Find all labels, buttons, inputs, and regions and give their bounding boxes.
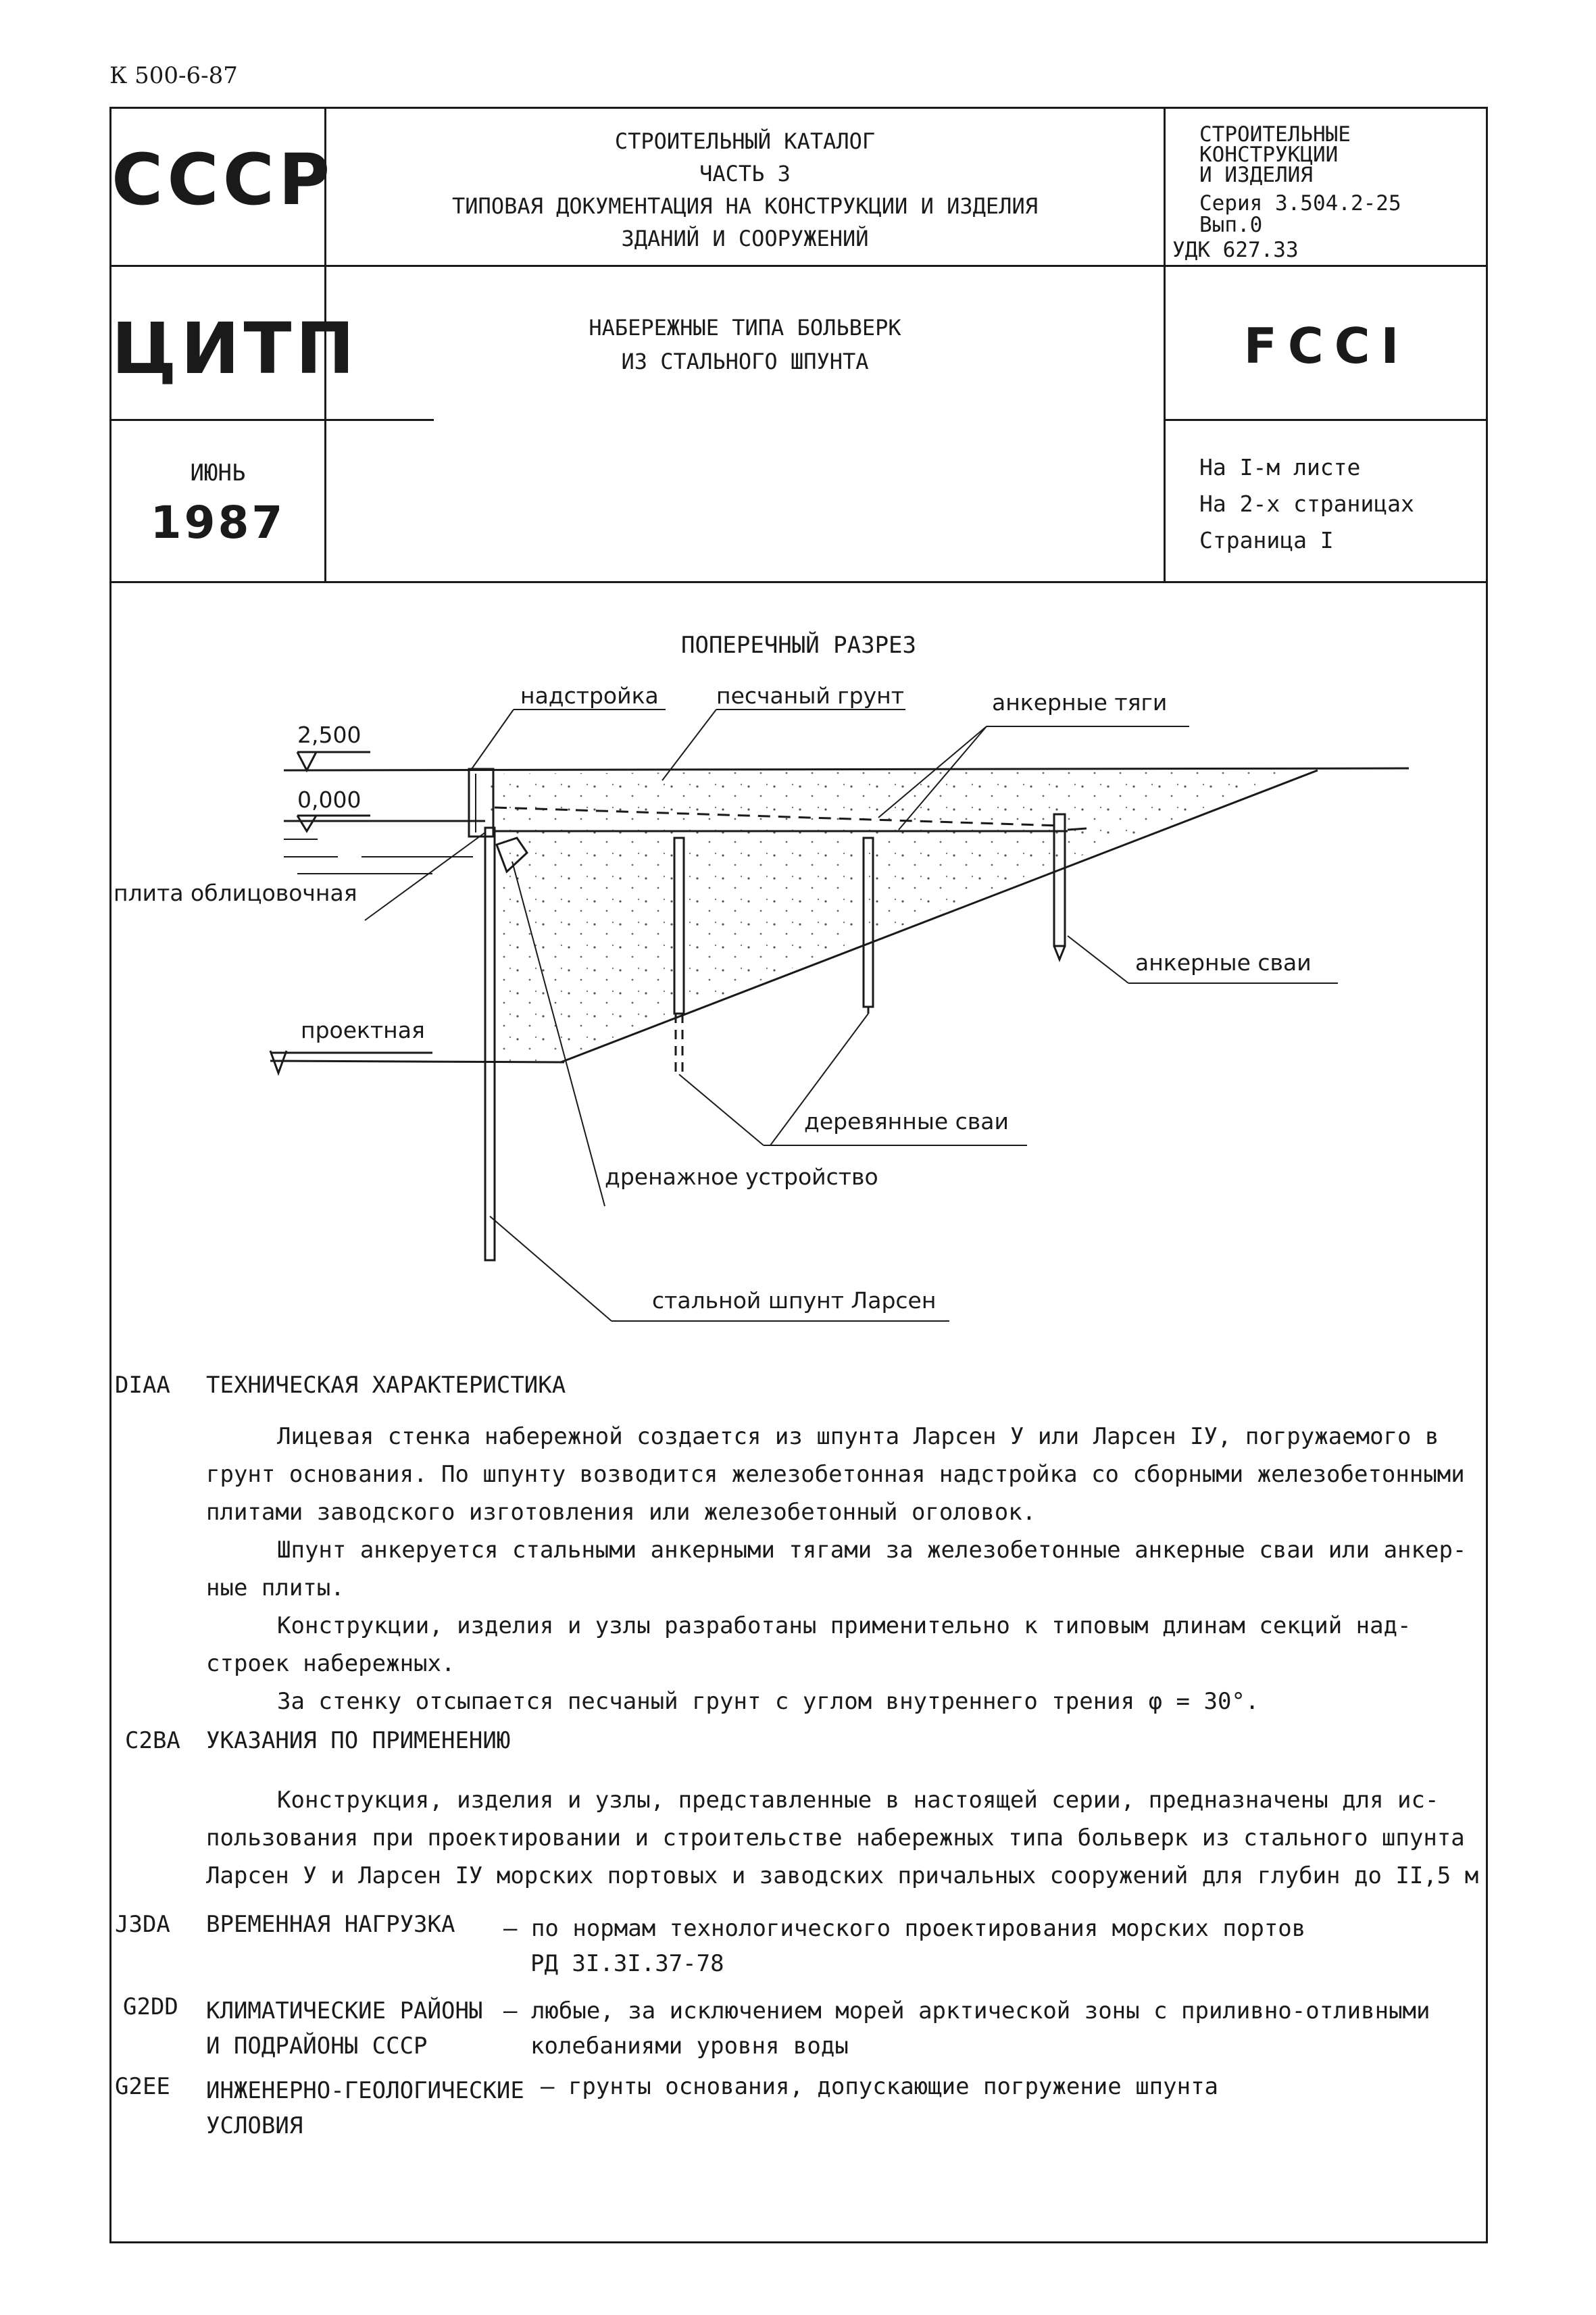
sheet-line: Страница I xyxy=(1199,527,1334,553)
usage-line: Конструкция, изделия и узлы, представленные в настоящей серии, предназначены для ис- xyxy=(277,1787,1439,1814)
geo-title-line: ИНЖЕНЕРНО-ГЕОЛОГИЧЕСКИЕ xyxy=(206,2077,524,2104)
usage-title: УКАЗАНИЯ ПО ПРИМЕНЕНИЮ xyxy=(206,1727,511,1754)
label-anchor-piles: анкерные сваи xyxy=(1135,949,1312,976)
sheet-pile xyxy=(485,828,495,1260)
issue-year: 1987 xyxy=(150,497,286,549)
tech-line: грунт основания. По шпунту возводится железобетонная надстройка со сборными железобетонными xyxy=(206,1461,1465,1488)
sheet-line: На I-м листе xyxy=(1199,454,1361,480)
tech-body xyxy=(206,1418,1483,1720)
tech-line: ные плиты. xyxy=(206,1574,345,1601)
leader-superstructure xyxy=(472,710,514,769)
catalog-line: ЧАСТЬ 3 xyxy=(699,161,791,186)
geo-title xyxy=(206,2073,524,2143)
climate-title-line: И ПОДРАЙОНЫ СССР xyxy=(206,2033,428,2060)
leader-anchor-pile xyxy=(1068,936,1128,983)
geo-body xyxy=(541,2073,1218,2100)
load-code: J3DA xyxy=(115,1911,170,1938)
climate-title-line: КЛИМАТИЧЕСКИЕ РАЙОНЫ xyxy=(206,1997,483,2024)
geo-title-line: УСЛОВИЯ xyxy=(206,2112,303,2139)
label-sand: песчаный грунт xyxy=(716,682,904,709)
tech-line: плитами заводского изготовления или железобетонный оголовок. xyxy=(206,1499,1037,1526)
leader-facing xyxy=(365,832,485,920)
design-bottom-line xyxy=(270,1061,564,1062)
load-body xyxy=(503,1911,1305,1981)
udk: УДК 627.33 xyxy=(1172,238,1299,262)
label-elev-zero: 0,000 xyxy=(297,787,361,813)
load-title: ВРЕМЕННАЯ НАГРУЗКА xyxy=(206,1911,455,1938)
geo-line: – грунты основания, допускающие погружение шпунта xyxy=(541,2073,1219,2100)
issue-month: ИЮНЬ xyxy=(190,459,246,487)
sheet-line: На 2-х страницах xyxy=(1199,491,1414,517)
anchor-pile-tip xyxy=(1054,946,1065,960)
climate-line: колебаниями уровня воды xyxy=(530,2033,849,2060)
climate-code: G2DD xyxy=(123,1993,178,2020)
section-line: Серия 3.504.2-25 xyxy=(1199,191,1401,216)
usage-line: пользования при проектировании и строительстве набережных типа больверк из стального шпунта xyxy=(206,1824,1465,1851)
section-line: СТРОИТЕЛЬНЫЕ xyxy=(1199,122,1351,147)
label-tie-rods: анкерные тяги xyxy=(992,689,1168,716)
leader-sheet-pile xyxy=(490,1216,612,1321)
label-drainage: дренажное устройство xyxy=(605,1164,878,1190)
document-code: К 500-6-87 xyxy=(109,62,238,89)
load-line: – по нормам технологического проектирования морских портов xyxy=(503,1915,1306,1942)
label-sheet-pile: стальной шпунт Ларсен xyxy=(652,1287,937,1314)
tech-line: строек набережных. xyxy=(206,1650,455,1677)
label-elev-top: 2,500 xyxy=(297,722,361,748)
label-wood-piles: деревянные сваи xyxy=(804,1108,1009,1135)
label-superstructure: надстройка xyxy=(520,682,659,709)
climate-line: – любые, за исключением морей арктической зоны с приливно-отливными xyxy=(503,1997,1430,2024)
climate-body xyxy=(503,1993,1430,2064)
tech-line: Лицевая стенка набережной создается из шпунта Ларсен У или Ларсен IУ, погружаемого в xyxy=(277,1423,1439,1450)
classification-code: FCCI xyxy=(1243,318,1410,374)
title-line: НАБЕРЕЖНЫЕ ТИПА БОЛЬВЕРК xyxy=(589,315,901,341)
section-line: И ИЗДЕЛИЯ xyxy=(1199,163,1313,187)
tech-line: Конструкции, изделия и узлы разработаны применительно к типовым длинам секций над- xyxy=(277,1612,1412,1639)
usage-line: Ларсен У и Ларсен IУ морских портовых и заводских причальных сооружений для глубин до II,5 м xyxy=(206,1862,1479,1889)
sand-fill xyxy=(487,769,1304,1061)
elev-zero-triangle xyxy=(297,816,316,831)
org-citp: ЦИТП xyxy=(111,307,359,390)
diagram-title: ПОПЕРЕЧНЫЙ РАЗРЕЗ xyxy=(681,632,916,659)
title-line: ИЗ СТАЛЬНОГО ШПУНТА xyxy=(621,349,869,374)
tie-rod-end xyxy=(1068,828,1087,830)
tech-line: Шпунт анкеруется стальными анкерными тягами за железобетонные анкерные сваи или анкер- xyxy=(277,1537,1467,1564)
usage-body xyxy=(206,1781,1483,1895)
tech-line: За стенку отсыпается песчаный грунт с углом внутреннего трения φ = 30°. xyxy=(277,1688,1260,1715)
elev-top-triangle xyxy=(297,752,316,770)
tech-code: DIAA xyxy=(115,1372,170,1399)
label-design-level: проектная xyxy=(301,1017,425,1043)
section-line: Вып.0 xyxy=(1199,213,1263,237)
geo-code: G2EE xyxy=(115,2073,170,2100)
label-facing-slab: плита облицовочная xyxy=(114,880,357,906)
load-line: РД 3I.3I.37-78 xyxy=(530,1950,724,1977)
catalog-line: СТРОИТЕЛЬНЫЙ КАТАЛОГ xyxy=(614,128,876,154)
climate-title xyxy=(206,1993,482,2064)
usage-code: C2BA xyxy=(125,1727,180,1754)
catalog-line: ЗДАНИЙ И СООРУЖЕНИЙ xyxy=(621,226,869,251)
leader-wood-1 xyxy=(679,1074,764,1145)
section-line: КОНСТРУКЦИИ xyxy=(1199,143,1339,167)
org-sssr: СССР xyxy=(111,139,334,221)
tech-title: ТЕХНИЧЕСКАЯ ХАРАКТЕРИСТИКА xyxy=(206,1372,566,1399)
catalog-line: ТИПОВАЯ ДОКУМЕНТАЦИЯ НА КОНСТРУКЦИИ И ИЗДЕЛИЯ xyxy=(452,193,1038,219)
